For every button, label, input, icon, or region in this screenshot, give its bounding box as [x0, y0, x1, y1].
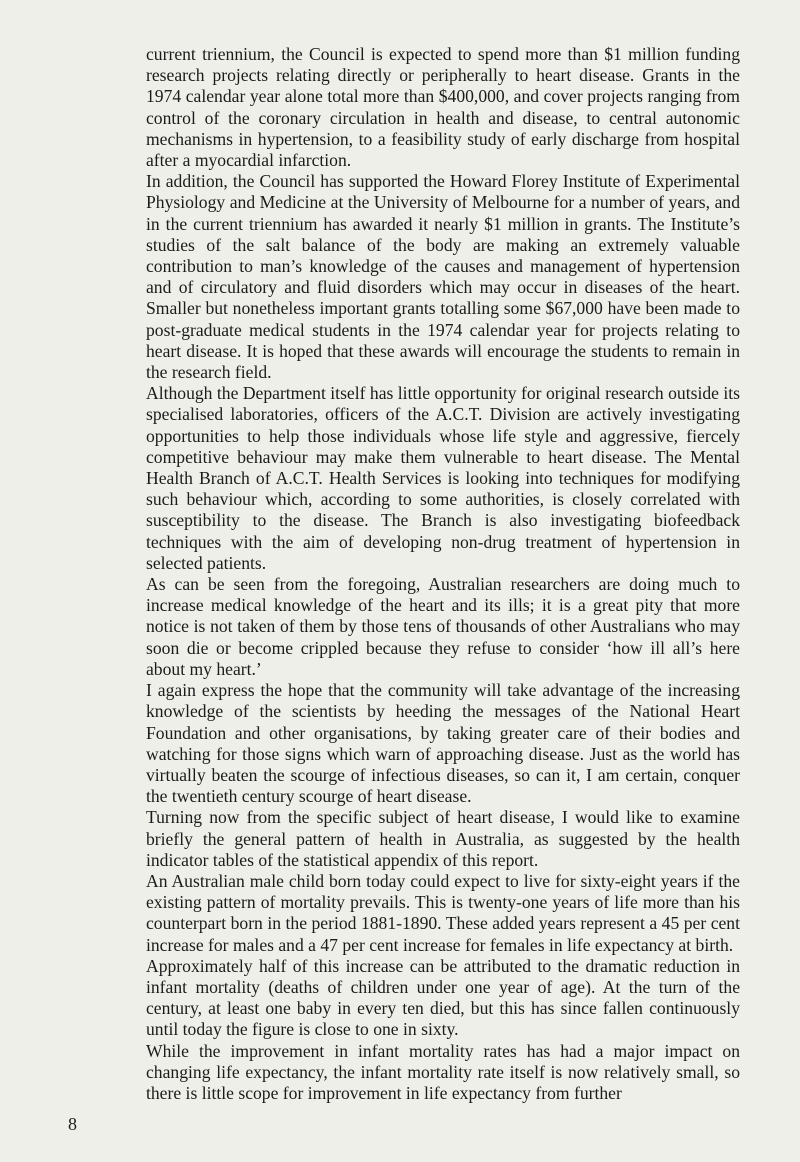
paragraph-5: I again express the hope that the community will take advantage of the increasing knowledge of the scientists by heeding the messages of the National Heart Foundation and other organisations, by taking greater care of their bodies and watching for those signs which warn of approaching disease. Just as the world has virtually beaten the scourge of infectious diseases, so can it, I am certain, conquer the twentieth century scourge of heart disease.: [146, 680, 740, 807]
paragraph-3: Although the Department itself has little opportunity for original research outside its specialised laboratories, officers of the A.C.T. Division are actively investigating opportunities to help those individuals whose life style and aggressive, fiercely competitive behaviour may make them vulnerable to heart disease. The Mental Health Branch of A.C.T. Health Services is looking into techniques for modifying such behaviour which, according to some authorities, is closely correlated with susceptibility to the disease. The Branch is also investigating biofeedback techniques with the aim of developing non-drug treatment of hypertension in selected patients.: [146, 383, 740, 573]
paragraph-7: An Australian male child born today could expect to live for sixty-eight years if the existing pattern of mortality prevails. This is twenty-one years of life more than his counterpart born in the period 1881-1890. These added years represent a 45 per cent increase for males and a 47 per cent increase for females in life expectancy at birth.: [146, 870, 740, 955]
paragraph-8: Approximately half of this increase can be attributed to the dramatic reduction in infant mortality (deaths of children under one year of age). At the turn of the century, at least one baby in every ten died, but this has since fallen continuously until today the figure is close to one in sixty.: [146, 955, 740, 1040]
paragraph-1: current triennium, the Council is expected to spend more than $1 million funding research projects relating directly or peripherally to heart disease. Grants in the 1974 calendar year alone total more than $400,000, and cover projects ranging from control of the coronary circulation in health and disease, to central autonomic mechanisms in hypertension, to a feasibility study of early discharge from hospital after a myocardial infarction.: [146, 44, 740, 171]
body-text: [146, 44, 740, 1104]
paragraph-9: While the improvement in infant mortality rates has had a major impact on changing life expectancy, the infant mortality rate itself is now relatively small, so there is little scope for improvement in life expectancy from further: [146, 1040, 740, 1103]
paragraph-6: Turning now from the specific subject of heart disease, I would like to examine briefly the general pattern of health in Australia, as suggested by the health indicator tables of the statistical appendix of this report.: [146, 807, 740, 870]
page-number: 8: [68, 1114, 77, 1134]
paragraph-2: In addition, the Council has supported the Howard Florey Institute of Experimental Physiology and Medicine at the University of Melbourne for a number of years, and in the current triennium has awarded it nearly $1 million in grants. The Institute’s studies of the salt balance of the body are making an extremely valuable contribution to man’s knowledge of the causes and management of hypertension and of circulatory and fluid disorders which may occur in diseases of the heart. Smaller but nonetheless important grants totalling some $67,000 have been made to post-graduate medical students in the 1974 calendar year for projects relating to heart disease. It is hoped that these awards will encourage the students to remain in the research field.: [146, 171, 740, 383]
paragraph-4: As can be seen from the foregoing, Australian researchers are doing much to increase medical knowledge of the heart and its ills; it is a great pity that more notice is not taken of them by those tens of thousands of other Australians who may soon die or become crippled because they refuse to consider ‘how ill all’s here about my heart.’: [146, 574, 740, 679]
